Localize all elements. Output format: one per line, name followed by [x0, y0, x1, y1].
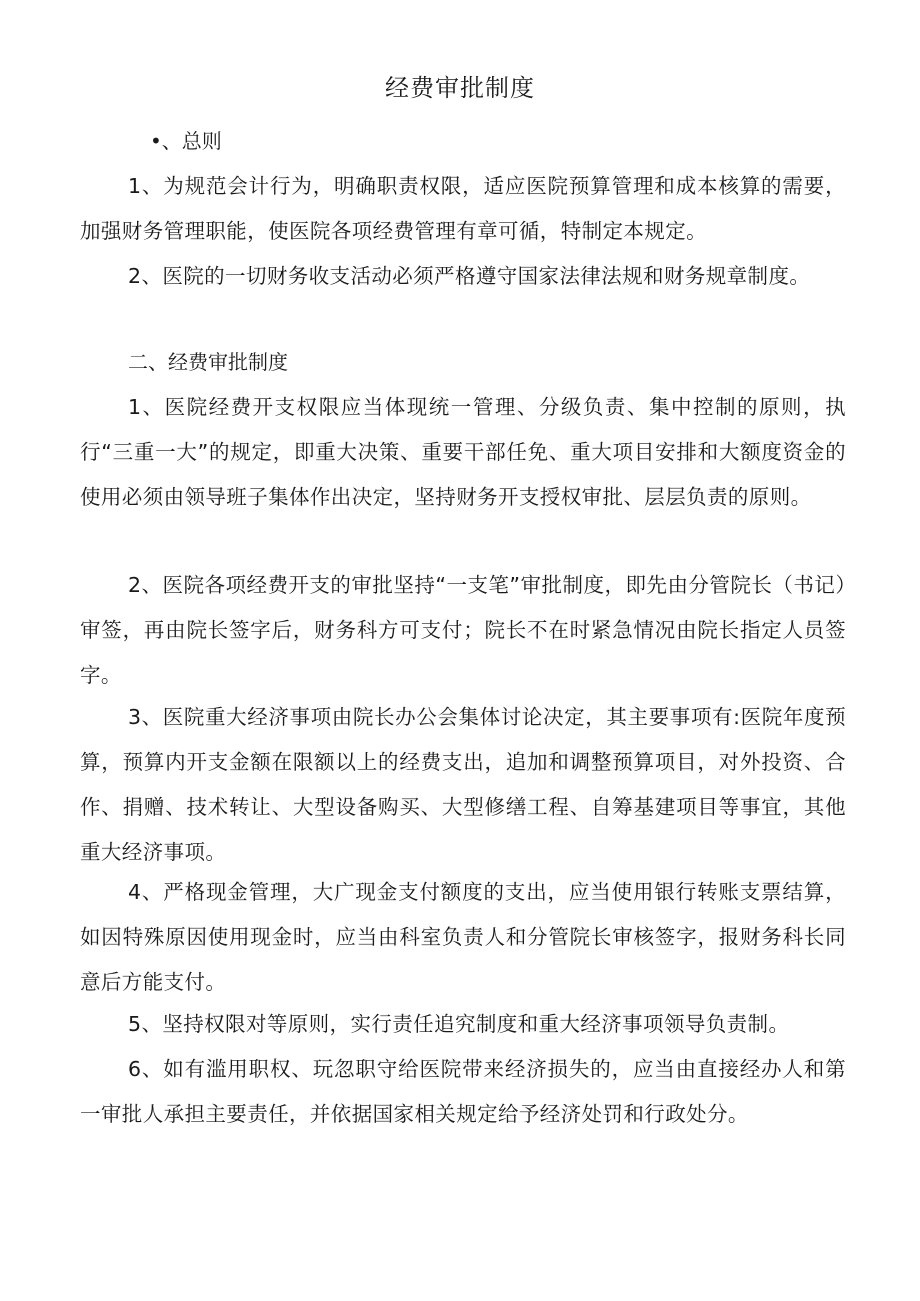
paragraph-general-2: 2、医院的一切财务收支活动必须严格遵守国家法律法规和财务规章制度。: [128, 264, 811, 288]
paragraph-approval-5: 5、坚持权限对等原则，实行责任追究制度和重大经济事项领导负责制。: [128, 1012, 790, 1036]
paragraph-general-1: 1、为规范会计行为，明确职责权限，适应医院预算管理和成本核算的需要，加强财务管理职能，使医院各项经费管理有章可循，特制定本规定。: [80, 174, 846, 243]
section-heading-approval: 二、经费审批制度: [128, 350, 288, 374]
page-title: 经费审批制度: [385, 74, 535, 102]
paragraph-approval-1: 1、医院经费开支权限应当体现统一管理、分级负责、集中控制的原则，执行“三重一大”的规定，即重大决策、重要干部任免、重大项目安排和大额度资金的使用必须由领导班子集体作出决定，坚持财务开支授权审批、层层负责的原则。: [80, 395, 846, 509]
paragraph-approval-6: 6、如有滥用职权、玩忽职守给医院带来经济损失的，应当由直接经办人和第一审批人承担主要责任，并依据国家相关规定给予经济处罚和行政处分。: [80, 1057, 846, 1126]
paragraph-approval-2: 2、医院各项经费开支的审批坚持“一支笔”审批制度，即先由分管院长（书记）审签，再由院长签字后，财务科方可支付；院长不在时紧急情况由院长指定人员签字。: [80, 573, 846, 687]
paragraph-approval-4: 4、严格现金管理，大广现金支付额度的支出，应当使用银行转账支票结算，如因特殊原因使用现金时，应当由科室负责人和分管院长审核签字，报财务科长同意后方能支付。: [80, 880, 846, 994]
paragraph-approval-3: 3、医院重大经济事项由院长办公会集体讨论决定，其主要事项有:医院年度预算，预算内开支金额在限额以上的经费支出，追加和调整预算项目，对外投资、合作、捐赠、技术转让、大型设备购买、大型修缮工程、自筹基建项目等事宜，其他重大经济事项。: [80, 705, 846, 864]
section-heading-general: •、总则: [150, 129, 222, 153]
